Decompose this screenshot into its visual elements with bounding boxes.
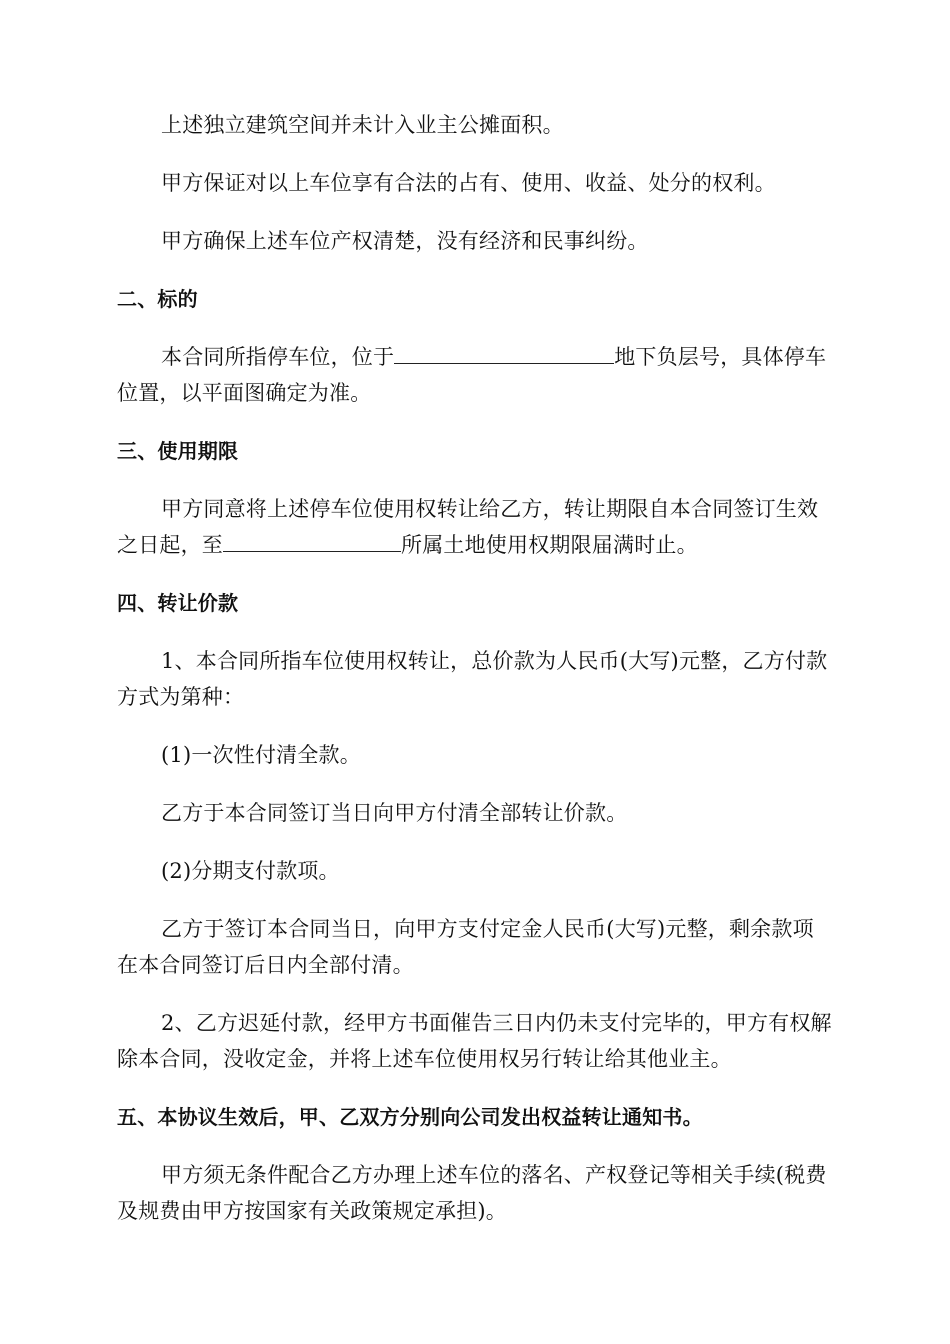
paragraph-installment-detail: 乙方于签订本合同当日，向甲方支付定金人民币(大写)元整，剩余款项在本合同签订后日内全部付清。 bbox=[117, 917, 814, 977]
section-heading-subject: 二、标的 bbox=[117, 287, 198, 311]
paragraph-option-installment: (2)分期支付款项。 bbox=[161, 859, 340, 883]
location-blank bbox=[394, 341, 614, 364]
section-heading-price: 四、转让价款 bbox=[117, 591, 239, 615]
paragraph-registration: 甲方须无条件配合乙方办理上述车位的落名、产权登记等相关手续(税费及规费由甲方按国家有关政策规定承担)。 bbox=[117, 1163, 827, 1223]
paragraph-no-dispute: 甲方确保上述车位产权清楚，没有经济和民事纠纷。 bbox=[161, 229, 649, 253]
section-heading-term: 三、使用期限 bbox=[117, 439, 239, 463]
subject-text-after: 地下负层号，具体停车位置，以平面图确定为准。 bbox=[117, 345, 827, 405]
document-body bbox=[117, 107, 833, 1251]
paragraph-late-payment: 2、乙方迟延付款，经甲方书面催告三日内仍未支付完毕的，甲方有权解除本合同，没收定金，并将上述车位使用权另行转让给其他业主。 bbox=[117, 1011, 832, 1071]
term-text-after: 所属土地使用权期限届满时止。 bbox=[401, 533, 698, 557]
paragraph-rights-guarantee: 甲方保证对以上车位享有合法的占有、使用、收益、处分的权利。 bbox=[161, 171, 776, 195]
paragraph-term bbox=[117, 491, 833, 563]
paragraph-lump-sum-detail: 乙方于本合同签订当日向甲方付清全部转让价款。 bbox=[161, 801, 628, 825]
paragraph-subject bbox=[117, 339, 833, 411]
paragraph-shared-area: 上述独立建筑空间并未计入业主公摊面积。 bbox=[161, 113, 564, 137]
paragraph-option-lump-sum: (1)一次性付清全款。 bbox=[161, 743, 361, 767]
subject-text-before: 本合同所指停车位，位于 bbox=[161, 345, 395, 369]
term-end-blank bbox=[223, 529, 401, 552]
section-heading-effect: 五、本协议生效后，甲、乙双方分别向公司发出权益转让通知书。 bbox=[117, 1105, 703, 1129]
term-text-before: 甲方同意将上述停车位使用权转让给乙方，转让期限自本合同签订生效之日起，至 bbox=[117, 497, 819, 557]
paragraph-price-total: 1、本合同所指车位使用权转让，总价款为人民币(大写)元整，乙方付款方式为第种： bbox=[117, 649, 828, 709]
